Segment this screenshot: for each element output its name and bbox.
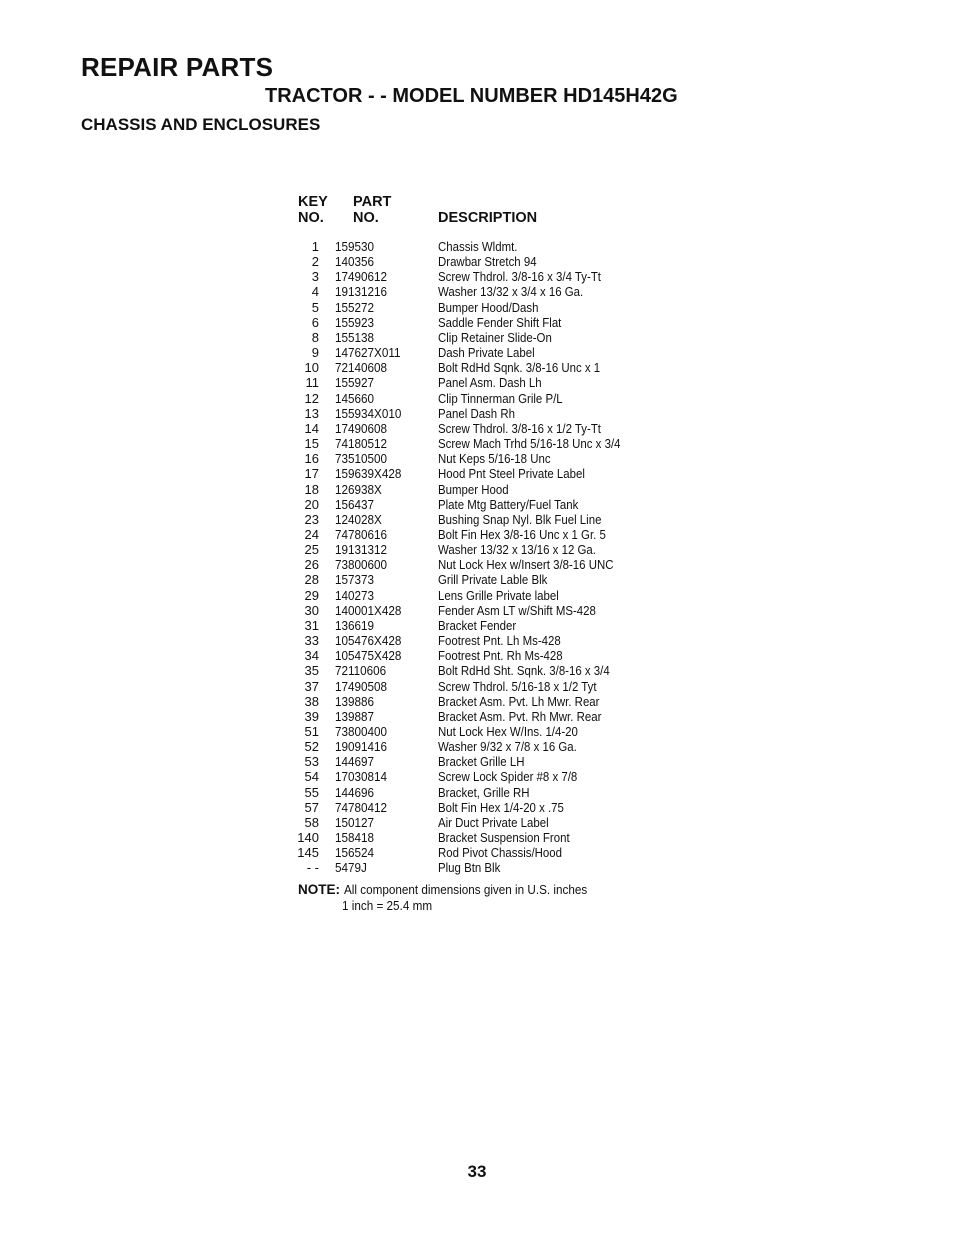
key-no: 37 bbox=[304, 678, 319, 694]
part-no: 19131312 bbox=[335, 542, 388, 558]
table-row bbox=[296, 406, 716, 421]
part-no: 150127 bbox=[335, 814, 375, 830]
table-row bbox=[296, 375, 716, 390]
key-no: 28 bbox=[304, 572, 319, 588]
part-no: 155138 bbox=[335, 329, 375, 345]
description: Bushing Snap Nyl. Blk Fuel Line bbox=[438, 511, 602, 527]
part-no: 72140608 bbox=[335, 360, 388, 376]
part-header bbox=[353, 194, 391, 226]
key-no: 23 bbox=[304, 511, 319, 527]
key-no: 53 bbox=[304, 754, 319, 770]
key-no: 5 bbox=[311, 299, 319, 315]
key-no: 13 bbox=[304, 405, 319, 421]
key-no: 38 bbox=[304, 693, 319, 709]
model-subtitle: TRACTOR - - MODEL NUMBER HD145H42G bbox=[265, 85, 678, 107]
description: Screw Thdrol. 3/8-16 x 3/4 Ty-Tt bbox=[438, 269, 601, 285]
description: Screw Mach Trhd 5/16-18 Unc x 3/4 bbox=[438, 436, 621, 452]
key-no: 20 bbox=[304, 496, 319, 512]
table-row bbox=[296, 254, 716, 269]
table-row bbox=[296, 269, 716, 284]
description: Panel Dash Rh bbox=[438, 405, 515, 421]
part-no: 156524 bbox=[335, 845, 375, 861]
key-no: - - bbox=[306, 860, 319, 876]
description: Bolt Fin Hex 3/8-16 Unc x 1 Gr. 5 bbox=[438, 526, 606, 542]
key-no: 17 bbox=[304, 466, 319, 482]
key-no: 4 bbox=[311, 284, 319, 300]
part-no: 126938X bbox=[335, 481, 382, 497]
description: Bracket Suspension Front bbox=[438, 830, 570, 846]
description: Clip Retainer Slide-On bbox=[438, 329, 552, 345]
table-row bbox=[296, 512, 716, 527]
table-row bbox=[296, 709, 716, 724]
part-no: 159639X428 bbox=[335, 466, 402, 482]
description: Chassis Wldmt. bbox=[438, 239, 518, 254]
description: Bracket, Grille RH bbox=[438, 784, 530, 800]
description: Washer 9/32 x 7/8 x 16 Ga. bbox=[438, 739, 577, 755]
key-no: 14 bbox=[304, 420, 319, 436]
table-row bbox=[296, 633, 716, 648]
part-no: 73510500 bbox=[335, 451, 388, 467]
table-row bbox=[296, 800, 716, 815]
key-no: 6 bbox=[311, 314, 319, 330]
key-no: 57 bbox=[304, 799, 319, 815]
part-no: 140001X428 bbox=[335, 602, 402, 618]
table-row bbox=[296, 345, 716, 360]
part-no: 74180512 bbox=[335, 436, 388, 452]
table-row bbox=[296, 769, 716, 784]
key-no: 9 bbox=[311, 345, 319, 361]
part-no: 155934X010 bbox=[335, 405, 402, 421]
description: Rod Pivot Chassis/Hood bbox=[438, 845, 562, 861]
key-no: 25 bbox=[304, 542, 319, 558]
key-no: 11 bbox=[305, 375, 319, 391]
key-no: 16 bbox=[304, 451, 319, 467]
part-no: 19131216 bbox=[335, 284, 388, 300]
parts-list bbox=[296, 239, 716, 876]
key-no: 33 bbox=[304, 633, 319, 649]
part-header-line1: PART bbox=[353, 194, 392, 210]
description: Bracket Asm. Pvt. Rh Mwr. Rear bbox=[438, 708, 602, 724]
table-row bbox=[296, 482, 716, 497]
description: Washer 13/32 x 3/4 x 16 Ga. bbox=[438, 284, 584, 300]
description: Panel Asm. Dash Lh bbox=[438, 375, 542, 391]
part-no: 105475X428 bbox=[335, 648, 402, 664]
key-no: 8 bbox=[311, 329, 319, 345]
description: Bumper Hood bbox=[438, 481, 509, 497]
table-row bbox=[296, 663, 716, 678]
part-no: 124028X bbox=[335, 511, 382, 527]
key-no: 145 bbox=[297, 845, 319, 861]
part-no: 140273 bbox=[335, 587, 375, 603]
key-no: 3 bbox=[311, 269, 319, 285]
description: Clip Tinnerman Grile P/L bbox=[438, 390, 563, 406]
key-header bbox=[298, 194, 328, 226]
part-no: 5479J bbox=[335, 860, 367, 876]
table-row bbox=[296, 527, 716, 542]
description: Saddle Fender Shift Flat bbox=[438, 314, 562, 330]
part-no: 74780616 bbox=[335, 526, 388, 542]
table-row bbox=[296, 754, 716, 769]
table-row bbox=[296, 239, 716, 254]
note bbox=[298, 882, 614, 898]
key-no: 15 bbox=[304, 436, 319, 452]
table-row bbox=[296, 603, 716, 618]
part-header-line2: NO. bbox=[353, 210, 379, 226]
part-no: 140356 bbox=[335, 254, 375, 270]
key-no: 18 bbox=[304, 481, 319, 497]
key-no: 1 bbox=[311, 239, 319, 254]
section-title: CHASSIS AND ENCLOSURES bbox=[81, 115, 321, 134]
table-row bbox=[296, 360, 716, 375]
part-no: 72110606 bbox=[335, 663, 387, 679]
description: Fender Asm LT w/Shift MS-428 bbox=[438, 602, 596, 618]
key-no: 29 bbox=[304, 587, 319, 603]
part-no: 73800600 bbox=[335, 557, 388, 573]
part-no: 17490508 bbox=[335, 678, 388, 694]
description: Bracket Grille LH bbox=[438, 754, 525, 770]
table-row bbox=[296, 330, 716, 345]
description: Bolt RdHd Sht. Sqnk. 3/8-16 x 3/4 bbox=[438, 663, 610, 679]
key-no: 51 bbox=[304, 724, 319, 739]
description: Lens Grille Private label bbox=[438, 587, 559, 603]
description: Bolt Fin Hex 1/4-20 x .75 bbox=[438, 799, 564, 815]
key-no: 58 bbox=[304, 814, 319, 830]
table-row bbox=[296, 694, 716, 709]
table-row bbox=[296, 557, 716, 572]
table-row bbox=[296, 421, 716, 436]
table-row bbox=[296, 497, 716, 512]
note-text: All component dimensions given in U.S. inches bbox=[344, 882, 588, 897]
part-no: 73800400 bbox=[335, 724, 388, 739]
description: Bolt RdHd Sqnk. 3/8-16 Unc x 1 bbox=[438, 360, 601, 376]
table-row bbox=[296, 739, 716, 754]
description: Nut Lock Hex W/Ins. 1/4-20 bbox=[438, 724, 578, 739]
description-header: DESCRIPTION bbox=[438, 210, 538, 226]
part-no: 159530 bbox=[335, 239, 375, 254]
table-row bbox=[296, 618, 716, 633]
part-no: 19091416 bbox=[335, 739, 388, 755]
table-row bbox=[296, 466, 716, 481]
table-row bbox=[296, 572, 716, 587]
key-no: 2 bbox=[311, 254, 319, 270]
description: Nut Lock Hex w/Insert 3/8-16 UNC bbox=[438, 557, 614, 573]
key-no: 34 bbox=[304, 648, 319, 664]
part-no: 17030814 bbox=[335, 769, 388, 785]
part-no: 145660 bbox=[335, 390, 375, 406]
table-row bbox=[296, 785, 716, 800]
table-row bbox=[296, 588, 716, 603]
part-no: 136619 bbox=[335, 617, 375, 633]
part-no: 155272 bbox=[335, 299, 375, 315]
description: Drawbar Stretch 94 bbox=[438, 254, 537, 270]
key-no: 140 bbox=[297, 830, 319, 846]
part-no: 74780412 bbox=[335, 799, 388, 815]
key-no: 39 bbox=[304, 708, 319, 724]
part-no: 147627X011 bbox=[335, 345, 401, 361]
description: Bracket Asm. Pvt. Lh Mwr. Rear bbox=[438, 693, 600, 709]
table-row bbox=[296, 830, 716, 845]
description: Hood Pnt Steel Private Label bbox=[438, 466, 585, 482]
description: Plug Btn Blk bbox=[438, 860, 501, 876]
key-no: 31 bbox=[304, 617, 319, 633]
table-row bbox=[296, 860, 716, 875]
key-no: 12 bbox=[304, 390, 319, 406]
description: Screw Lock Spider #8 x 7/8 bbox=[438, 769, 578, 785]
table-row bbox=[296, 300, 716, 315]
part-no: 139886 bbox=[335, 693, 375, 709]
key-header-line1: KEY bbox=[298, 194, 328, 210]
table-row bbox=[296, 724, 716, 739]
note-conversion: 1 inch = 25.4 mm bbox=[342, 898, 433, 913]
description: Screw Thdrol. 3/8-16 x 1/2 Ty-Tt bbox=[438, 420, 601, 436]
key-no: 10 bbox=[304, 360, 319, 376]
key-no: 35 bbox=[304, 663, 319, 679]
description: Screw Thdrol. 5/16-18 x 1/2 Tyt bbox=[438, 678, 597, 694]
description: Dash Private Label bbox=[438, 345, 535, 361]
part-no: 155923 bbox=[335, 314, 375, 330]
part-no: 105476X428 bbox=[335, 633, 402, 649]
part-no: 157373 bbox=[335, 572, 375, 588]
table-row bbox=[296, 451, 716, 466]
description: Bracket Fender bbox=[438, 617, 517, 633]
part-no: 139887 bbox=[335, 708, 375, 724]
part-no: 17490608 bbox=[335, 420, 388, 436]
table-row bbox=[296, 815, 716, 830]
key-no: 26 bbox=[304, 557, 319, 573]
part-no: 155927 bbox=[335, 375, 375, 391]
key-header-line2: NO. bbox=[298, 210, 324, 226]
part-no: 156437 bbox=[335, 496, 375, 512]
table-row bbox=[296, 284, 716, 299]
table-row bbox=[296, 648, 716, 663]
key-no: 55 bbox=[304, 784, 319, 800]
description: Footrest Pnt. Lh Ms-428 bbox=[438, 633, 561, 649]
key-no: 30 bbox=[304, 602, 319, 618]
key-no: 54 bbox=[304, 769, 319, 785]
table-row bbox=[296, 679, 716, 694]
description: Bumper Hood/Dash bbox=[438, 299, 539, 315]
description: Nut Keps 5/16-18 Unc bbox=[438, 451, 551, 467]
table-row bbox=[296, 391, 716, 406]
part-no: 144696 bbox=[335, 784, 375, 800]
table-row bbox=[296, 436, 716, 451]
key-no: 24 bbox=[304, 526, 319, 542]
table-row bbox=[296, 315, 716, 330]
part-no: 17490612 bbox=[335, 269, 388, 285]
page-number: 33 bbox=[467, 1162, 487, 1181]
page-title: REPAIR PARTS bbox=[81, 52, 274, 82]
note-label: NOTE: bbox=[298, 882, 340, 897]
table-row bbox=[296, 542, 716, 557]
part-no: 158418 bbox=[335, 830, 375, 846]
table-row bbox=[296, 845, 716, 860]
description: Plate Mtg Battery/Fuel Tank bbox=[438, 496, 579, 512]
description: Grill Private Lable Blk bbox=[438, 572, 548, 588]
description: Footrest Pnt. Rh Ms-428 bbox=[438, 648, 563, 664]
description: Air Duct Private Label bbox=[438, 814, 549, 830]
description: Washer 13/32 x 13/16 x 12 Ga. bbox=[438, 542, 596, 558]
part-no: 144697 bbox=[335, 754, 375, 770]
key-no: 52 bbox=[304, 739, 319, 755]
